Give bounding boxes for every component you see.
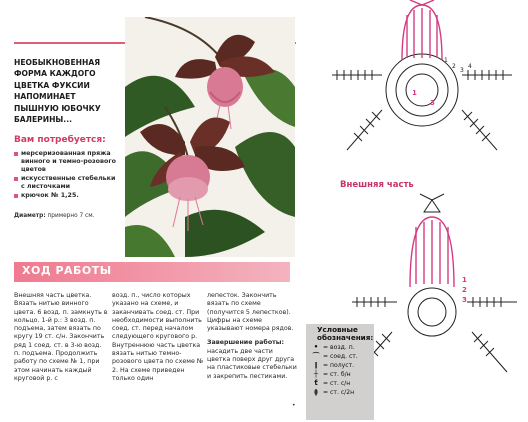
row-number: 3 — [462, 296, 467, 304]
row-number: 2 — [452, 63, 456, 70]
diameter-value: примерно 7 см. — [47, 213, 95, 219]
row-number: 3 — [430, 99, 435, 107]
legend-item — [309, 379, 371, 388]
diameter-label: Диаметр: — [14, 213, 46, 219]
row-number: 2 — [462, 286, 467, 294]
intro-text: НЕОБЫКНОВЕННАЯ ФОРМА КАЖДОГО ЦВЕТКА ФУКСИИ НАПОМИНАЕТ ПЫШНУЮ ЮБОЧКУ БАЛЕРИНЫ... — [14, 58, 101, 125]
materials-title: Вам потребуется: — [14, 135, 106, 145]
row-number: 1 — [462, 276, 467, 284]
legend-item — [309, 388, 371, 397]
legend-item — [309, 361, 371, 370]
row-number: 3 — [460, 67, 464, 74]
materials-item: искусственные стебельки с листочками — [14, 175, 118, 191]
legend-box — [306, 324, 374, 420]
legend-title: Условные обозначения: — [317, 325, 374, 343]
finishing-heading: Завершение работы: — [207, 339, 285, 347]
body-column-3 — [207, 292, 297, 381]
row-number: 1 — [444, 57, 448, 64]
finishing-text: насадить две части цветка поверх друг друга на пластиковые стебельки и закрепить пестиками. — [207, 347, 297, 380]
body-column-1: Внешняя часть цветка. Вязать нитью винного цвета. 6 возд. п. замкнуть в кольцо. 1-й р.: 3 возд. п. подъема, затем вязать по кругу 19 ст. с/н. Закончить ряд 1 соед. ст. в 3-ю возд. п. подъема. Продолжить работу по схеме № 1, при этом начинать каждый круговой р. с — [14, 292, 108, 382]
row-number: 1 — [412, 89, 417, 97]
half-double-icon: ǀ — [314, 360, 318, 369]
treble-crochet-icon: ǂ — [314, 387, 318, 396]
legend-item — [309, 343, 371, 352]
legend-text: = полуст. — [323, 361, 355, 369]
body-column-2: возд. п., число которых указано на схеме, и заканчивать соед. ст. При необходимости выполнить соед. ст. перед началом следующего кругового р. Внутреннюю часть цветка вязать нитью темно-розового цвета по схеме № 2. На схеме приведен только один — [112, 292, 204, 382]
materials-item: мерсеризованная пряжа винного и темно-розового цветов — [14, 150, 118, 174]
chain-stitch-icon: • — [313, 342, 319, 351]
legend-text: = возд. п. — [323, 343, 355, 351]
legend-text: = ст. с/2н — [323, 388, 355, 396]
legend-text: = соед. ст. — [323, 352, 358, 360]
row-number: 4 — [468, 63, 472, 70]
legend-text: = ст. б/н — [323, 370, 351, 378]
slip-stitch-icon: ⌒ — [312, 351, 320, 360]
diameter-note — [14, 213, 94, 219]
section-title: ХОД РАБОТЫ — [22, 264, 112, 277]
crochet-diagram-outer — [312, 0, 528, 172]
page-marker: • — [292, 402, 296, 409]
materials-list — [14, 150, 118, 200]
legend-text: = ст. с/н — [323, 379, 351, 387]
materials-item: крючок № 1,25. — [14, 192, 118, 200]
double-crochet-icon: ƭ — [314, 378, 318, 387]
body-column-3-text: лепесток. Закончить вязать по схеме (получится 5 лепестков). Цифры на схеме указывают номера рядов. — [207, 292, 294, 333]
fuchsia-photo — [125, 17, 295, 257]
legend-item — [309, 352, 371, 361]
legend-item — [309, 370, 371, 379]
diagram-label: Внешняя часть — [340, 180, 414, 190]
single-crochet-icon: ┼ — [313, 369, 319, 378]
